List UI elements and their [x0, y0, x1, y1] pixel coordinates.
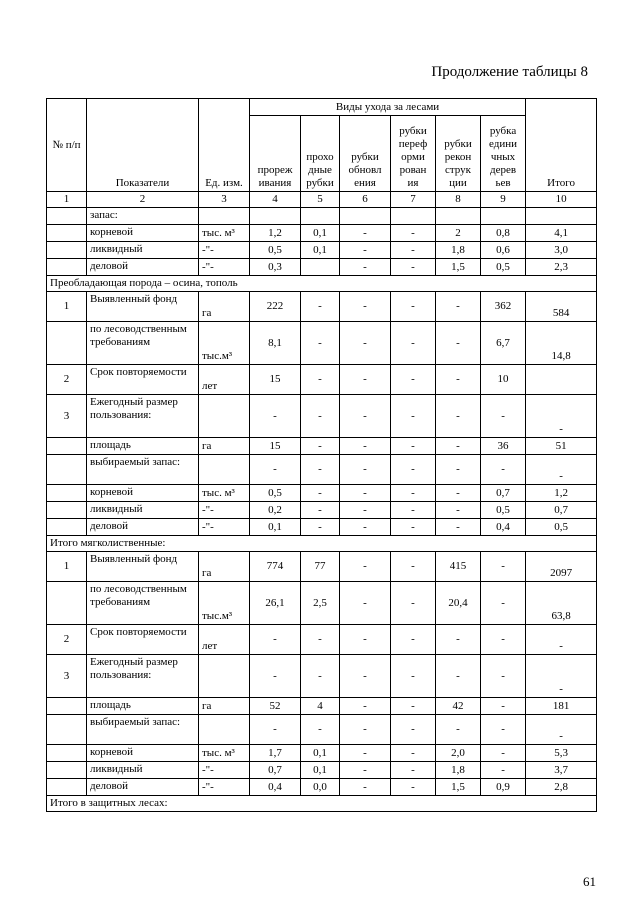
header-col-1: прореж ивания [250, 116, 301, 192]
row-value: - [481, 455, 526, 485]
row-value: - [391, 655, 436, 698]
row-value: - [250, 395, 301, 438]
row-label: корневой [87, 225, 199, 242]
section-title: Преобладающая порода – осина, тополь [47, 276, 597, 292]
row-value: 1,8 [436, 762, 481, 779]
col-number: 2 [87, 192, 199, 208]
col-number: 9 [481, 192, 526, 208]
row-value: - [391, 485, 436, 502]
row-number [47, 242, 87, 259]
header-indicator: Показатели [87, 99, 199, 192]
row-value [391, 208, 436, 225]
table-row [47, 455, 597, 485]
row-number [47, 259, 87, 276]
row-unit [199, 208, 250, 225]
row-value: - [301, 455, 340, 485]
table-row [47, 259, 597, 276]
section-header-row [47, 796, 597, 812]
row-value: - [340, 715, 391, 745]
row-value: - [391, 365, 436, 395]
row-value [481, 208, 526, 225]
row-value: 15 [250, 365, 301, 395]
row-value: 6,7 [481, 322, 526, 365]
row-value: - [391, 502, 436, 519]
row-label: выбираемый запас: [87, 455, 199, 485]
row-value: 0,3 [250, 259, 301, 276]
row-total: 63,8 [526, 582, 597, 625]
col-number: 7 [391, 192, 436, 208]
row-value: 2,0 [436, 745, 481, 762]
row-label: выбираемый запас: [87, 715, 199, 745]
row-unit [199, 455, 250, 485]
header-col-3: рубки обновл ения [340, 116, 391, 192]
row-value [250, 208, 301, 225]
row-unit: га [199, 698, 250, 715]
row-value: 10 [481, 365, 526, 395]
row-value: - [340, 745, 391, 762]
row-number [47, 779, 87, 796]
row-unit: тыс. м³ [199, 225, 250, 242]
row-value [436, 208, 481, 225]
row-value: - [340, 438, 391, 455]
row-value: 1,8 [436, 242, 481, 259]
table-row [47, 502, 597, 519]
row-value: 0,0 [301, 779, 340, 796]
row-total: 2097 [526, 552, 597, 582]
row-label: деловой [87, 519, 199, 536]
row-label: по лесоводственным требованиям [87, 322, 199, 365]
table-row [47, 745, 597, 762]
row-value: - [391, 745, 436, 762]
table-row [47, 655, 597, 698]
row-value: - [301, 438, 340, 455]
row-value: - [340, 395, 391, 438]
row-value: 0,1 [301, 745, 340, 762]
row-value: - [436, 715, 481, 745]
row-value: - [340, 519, 391, 536]
row-value: - [436, 485, 481, 502]
row-number [47, 322, 87, 365]
table-row [47, 365, 597, 395]
row-value: - [481, 762, 526, 779]
col-number: 3 [199, 192, 250, 208]
row-value: - [340, 322, 391, 365]
row-unit: -"- [199, 779, 250, 796]
row-value: 362 [481, 292, 526, 322]
row-total: 0,7 [526, 502, 597, 519]
row-number [47, 582, 87, 625]
table-row [47, 779, 597, 796]
row-number [47, 208, 87, 225]
row-total: 3,0 [526, 242, 597, 259]
col-number: 1 [47, 192, 87, 208]
row-value: 0,5 [481, 502, 526, 519]
row-value: - [340, 485, 391, 502]
header-col-4: рубки переф орми рован ия [391, 116, 436, 192]
row-total: 4,1 [526, 225, 597, 242]
row-value: 0,1 [301, 762, 340, 779]
row-number [47, 455, 87, 485]
row-label: Ежегодный размер пользования: [87, 655, 199, 698]
row-unit: -"- [199, 242, 250, 259]
row-label: Выявленный фонд [87, 552, 199, 582]
col-number: 10 [526, 192, 597, 208]
section-header-row [47, 276, 597, 292]
row-unit: га [199, 552, 250, 582]
row-unit: лет [199, 365, 250, 395]
header-num: № п/п [47, 99, 87, 192]
row-value: - [340, 242, 391, 259]
row-value: - [391, 322, 436, 365]
row-label: Выявленный фонд [87, 292, 199, 322]
row-value: 20,4 [436, 582, 481, 625]
row-value: - [340, 698, 391, 715]
row-value: 0,2 [250, 502, 301, 519]
row-value: - [436, 292, 481, 322]
row-value: 415 [436, 552, 481, 582]
row-number [47, 698, 87, 715]
row-value: - [250, 455, 301, 485]
row-value: - [481, 715, 526, 745]
row-value: 15 [250, 438, 301, 455]
row-value: - [391, 779, 436, 796]
row-value: - [436, 625, 481, 655]
row-total: - [526, 655, 597, 698]
table-row [47, 395, 597, 438]
header-unit: Ед. изм. [199, 99, 250, 192]
row-value: - [340, 292, 391, 322]
row-total: 2,3 [526, 259, 597, 276]
row-value: - [436, 455, 481, 485]
row-unit: га [199, 292, 250, 322]
row-total: 2,8 [526, 779, 597, 796]
row-value: - [391, 242, 436, 259]
row-value: 0,1 [250, 519, 301, 536]
row-value: - [250, 715, 301, 745]
row-value: - [436, 655, 481, 698]
row-unit: тыс. м³ [199, 485, 250, 502]
row-value: - [340, 779, 391, 796]
row-value: - [391, 225, 436, 242]
row-value: - [301, 322, 340, 365]
row-label: деловой [87, 259, 199, 276]
row-label: Ежегодный размер пользования: [87, 395, 199, 438]
row-value: - [391, 715, 436, 745]
row-value: - [391, 455, 436, 485]
row-value: - [340, 762, 391, 779]
row-total: - [526, 455, 597, 485]
row-value: - [301, 715, 340, 745]
row-unit: -"- [199, 519, 250, 536]
row-value: - [436, 502, 481, 519]
row-total: - [526, 715, 597, 745]
row-unit: тыс.м³ [199, 582, 250, 625]
row-unit: тыс.м³ [199, 322, 250, 365]
row-value: - [340, 502, 391, 519]
row-label: площадь [87, 698, 199, 715]
row-value [301, 259, 340, 276]
table-row [47, 292, 597, 322]
row-value: 0,4 [250, 779, 301, 796]
row-label: по лесоводственным требованиям [87, 582, 199, 625]
row-value: - [340, 225, 391, 242]
row-value: 1,5 [436, 779, 481, 796]
row-value: - [301, 395, 340, 438]
row-total [526, 365, 597, 395]
header-col-6: рубка едини чных дерев ьев [481, 116, 526, 192]
row-value: - [481, 395, 526, 438]
row-value: - [391, 552, 436, 582]
col-number: 6 [340, 192, 391, 208]
row-value: 26,1 [250, 582, 301, 625]
row-number: 1 [47, 292, 87, 322]
header-group: Виды ухода за лесами [250, 99, 526, 116]
table-caption: Продолжение таблицы 8 [431, 64, 588, 80]
row-number [47, 225, 87, 242]
row-value: 0,7 [481, 485, 526, 502]
table-row [47, 582, 597, 625]
table-row [47, 225, 597, 242]
row-value: 0,7 [250, 762, 301, 779]
row-value: - [340, 365, 391, 395]
row-number [47, 485, 87, 502]
row-value: - [481, 625, 526, 655]
row-value: - [481, 582, 526, 625]
row-total: - [526, 625, 597, 655]
row-value: - [250, 625, 301, 655]
row-value: 0,6 [481, 242, 526, 259]
row-value: - [340, 259, 391, 276]
row-value: 0,5 [481, 259, 526, 276]
row-value: - [481, 552, 526, 582]
row-number: 2 [47, 625, 87, 655]
row-label: корневой [87, 745, 199, 762]
row-label: деловой [87, 779, 199, 796]
row-value: - [436, 365, 481, 395]
row-value [301, 208, 340, 225]
row-total: 14,8 [526, 322, 597, 365]
row-value: 2 [436, 225, 481, 242]
col-number: 8 [436, 192, 481, 208]
row-total [526, 208, 597, 225]
table-body [47, 208, 597, 812]
row-value: - [391, 582, 436, 625]
row-label: корневой [87, 485, 199, 502]
row-label: Срок повторяемости [87, 365, 199, 395]
row-value: 52 [250, 698, 301, 715]
row-label: площадь [87, 438, 199, 455]
row-value: 0,1 [301, 242, 340, 259]
row-value: - [391, 259, 436, 276]
forest-care-table [46, 98, 597, 812]
row-total: 0,5 [526, 519, 597, 536]
row-value: - [391, 395, 436, 438]
row-value: - [436, 438, 481, 455]
header-col-2: прохо дные рубки [301, 116, 340, 192]
row-number: 3 [47, 395, 87, 438]
row-unit [199, 395, 250, 438]
row-value: 1,2 [250, 225, 301, 242]
table-row [47, 715, 597, 745]
row-value: - [250, 655, 301, 698]
column-number-row [47, 192, 597, 208]
row-unit [199, 655, 250, 698]
row-value: - [481, 745, 526, 762]
row-value: - [436, 395, 481, 438]
row-value: - [301, 485, 340, 502]
section-title: Итого в защитных лесах: [47, 796, 597, 812]
row-value: 42 [436, 698, 481, 715]
row-value: - [301, 365, 340, 395]
row-value: 774 [250, 552, 301, 582]
row-total: 181 [526, 698, 597, 715]
row-number: 1 [47, 552, 87, 582]
row-value: - [391, 438, 436, 455]
row-value: - [436, 322, 481, 365]
row-unit: -"- [199, 502, 250, 519]
table-row [47, 208, 597, 225]
col-number: 4 [250, 192, 301, 208]
row-value: - [391, 519, 436, 536]
row-label: Срок повторяемости [87, 625, 199, 655]
row-value: 0,4 [481, 519, 526, 536]
row-value: 8,1 [250, 322, 301, 365]
row-value: 36 [481, 438, 526, 455]
row-value: - [301, 655, 340, 698]
header-total: Итого [526, 99, 597, 192]
row-total: - [526, 395, 597, 438]
row-value: 2,5 [301, 582, 340, 625]
row-total: 51 [526, 438, 597, 455]
table-row [47, 552, 597, 582]
row-number [47, 519, 87, 536]
row-label: запас: [87, 208, 199, 225]
row-value: - [340, 582, 391, 625]
row-unit: лет [199, 625, 250, 655]
row-unit: -"- [199, 259, 250, 276]
table-row [47, 625, 597, 655]
row-unit: га [199, 438, 250, 455]
section-header-row [47, 536, 597, 552]
row-value: - [436, 519, 481, 536]
row-label: ликвидный [87, 502, 199, 519]
row-value: 0,1 [301, 225, 340, 242]
row-value: 0,9 [481, 779, 526, 796]
row-value: - [340, 552, 391, 582]
row-value: - [301, 292, 340, 322]
row-value: - [391, 762, 436, 779]
table-row [47, 322, 597, 365]
row-value [340, 208, 391, 225]
row-total: 1,2 [526, 485, 597, 502]
row-number [47, 438, 87, 455]
row-label: ликвидный [87, 762, 199, 779]
row-value: 0,5 [250, 485, 301, 502]
row-total: 5,3 [526, 745, 597, 762]
section-title: Итого мягколиственные: [47, 536, 597, 552]
table-row [47, 438, 597, 455]
row-number: 2 [47, 365, 87, 395]
row-unit [199, 715, 250, 745]
row-value: - [391, 292, 436, 322]
col-number: 5 [301, 192, 340, 208]
row-value: 77 [301, 552, 340, 582]
header-col-5: рубки рекон струк ции [436, 116, 481, 192]
row-value: 222 [250, 292, 301, 322]
row-unit: -"- [199, 762, 250, 779]
row-value: - [301, 519, 340, 536]
page-number: 61 [583, 874, 596, 889]
row-value: 0,5 [250, 242, 301, 259]
table-row [47, 485, 597, 502]
row-value: 4 [301, 698, 340, 715]
row-number [47, 502, 87, 519]
table-row [47, 698, 597, 715]
row-value: - [340, 455, 391, 485]
row-value: 0,8 [481, 225, 526, 242]
row-unit: тыс. м³ [199, 745, 250, 762]
table-row [47, 762, 597, 779]
row-value: - [301, 625, 340, 655]
row-value: - [301, 502, 340, 519]
row-value: - [481, 655, 526, 698]
row-value: - [340, 655, 391, 698]
row-value: 1,5 [436, 259, 481, 276]
row-value: - [481, 698, 526, 715]
row-value: - [391, 698, 436, 715]
row-number: 3 [47, 655, 87, 698]
row-value: 1,7 [250, 745, 301, 762]
row-number [47, 762, 87, 779]
row-value: - [340, 625, 391, 655]
row-total: 584 [526, 292, 597, 322]
row-number [47, 745, 87, 762]
row-value: - [391, 625, 436, 655]
row-number [47, 715, 87, 745]
table-row [47, 242, 597, 259]
row-label: ликвидный [87, 242, 199, 259]
row-total: 3,7 [526, 762, 597, 779]
table-row [47, 519, 597, 536]
